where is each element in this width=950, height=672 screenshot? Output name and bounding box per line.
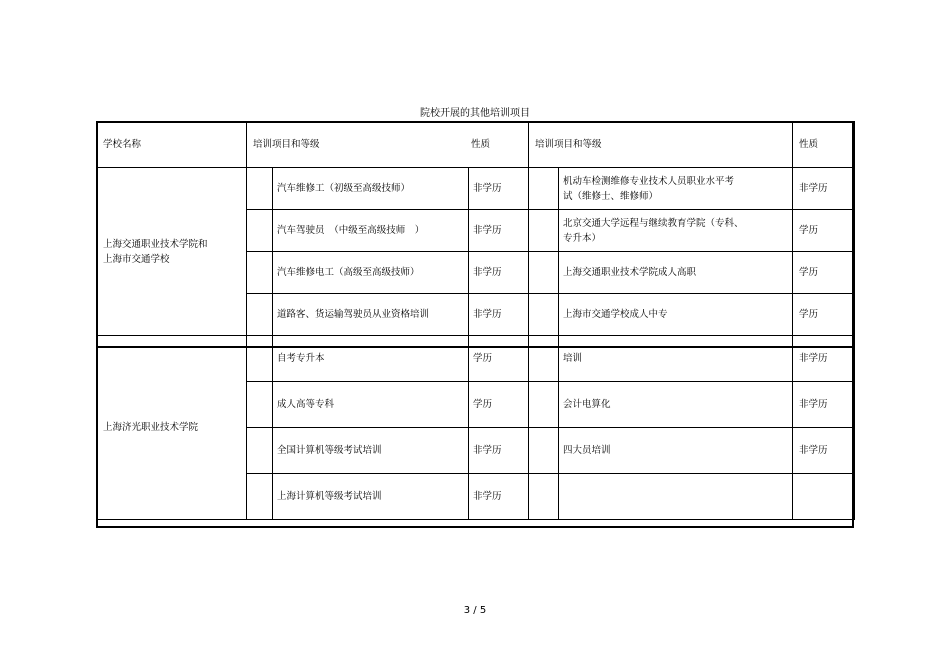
spacer-cell bbox=[247, 168, 273, 210]
training-type-cell: 非学历 bbox=[793, 168, 855, 210]
spacer-cell bbox=[247, 294, 273, 336]
training-item-cell: 培训 bbox=[559, 336, 793, 382]
spacer-cell bbox=[529, 336, 559, 382]
spacer-cell bbox=[529, 382, 559, 428]
training-type-cell: 非学历 bbox=[469, 294, 529, 336]
training-type-cell: 非学历 bbox=[469, 474, 529, 520]
spacer-cell bbox=[529, 168, 559, 210]
page-number: 3 / 5 bbox=[463, 605, 487, 616]
training-type-cell: 学历 bbox=[469, 382, 529, 428]
school-name-cell: 上海济光职业技术学院 bbox=[97, 336, 247, 520]
training-item-cell: 北京交通大学远程与继续教育学院（专科、 专升本） bbox=[559, 210, 793, 252]
training-item-cell: 道路客、货运输驾驶员从业资格培训 bbox=[273, 294, 469, 336]
training-type-cell: 非学历 bbox=[469, 252, 529, 294]
spacer-cell bbox=[529, 474, 559, 520]
table-row bbox=[97, 336, 855, 382]
training-item-cell: 上海计算机等级考试培训 bbox=[273, 474, 469, 520]
training-item-cell: 成人高等专科 bbox=[273, 382, 469, 428]
spacer-cell bbox=[529, 294, 559, 336]
training-item-cell: 汽车维修电工（高级至高级技师） bbox=[273, 252, 469, 294]
header-type-col-2: 性质 bbox=[793, 122, 855, 168]
table-row bbox=[97, 168, 855, 210]
spacer-cell bbox=[247, 252, 273, 294]
spacer-cell bbox=[247, 382, 273, 428]
training-type-cell: 学历 bbox=[793, 252, 855, 294]
school-name-cell: 上海交通职业技术学院和 上海市交通学校 bbox=[97, 168, 247, 336]
header-item-col-2: 培训项目和等级 bbox=[529, 122, 793, 168]
training-item-cell: 上海市交通学校成人中专 bbox=[559, 294, 793, 336]
table-caption: 院校开展的其他培训项目 bbox=[420, 108, 530, 119]
header-item-col-1 bbox=[247, 122, 529, 168]
training-type-cell: 非学历 bbox=[793, 428, 855, 474]
training-type-cell: 学历 bbox=[793, 210, 855, 252]
spacer-cell bbox=[247, 210, 273, 252]
training-item-cell: 机动车检测维修专业技术人员职业水平考 试（维修士、维修师） bbox=[559, 168, 793, 210]
training-item-cell bbox=[559, 474, 793, 520]
training-item-cell: 四大员培训 bbox=[559, 428, 793, 474]
training-type-cell bbox=[793, 474, 855, 520]
header-item-label-1: 培训项目和等级 bbox=[253, 139, 320, 150]
training-item-cell: 自考专升本 bbox=[273, 336, 469, 382]
header-type-label-1: 性质 bbox=[471, 139, 491, 150]
training-item-cell: 全国计算机等级考试培训 bbox=[273, 428, 469, 474]
training-item-cell: 会计电算化 bbox=[559, 382, 793, 428]
training-type-cell: 非学历 bbox=[793, 336, 855, 382]
training-item-cell: 上海交通职业技术学院成人高职 bbox=[559, 252, 793, 294]
table-header-row bbox=[97, 122, 855, 168]
training-type-cell: 非学历 bbox=[793, 382, 855, 428]
spacer-cell bbox=[247, 474, 273, 520]
training-type-cell: 非学历 bbox=[469, 168, 529, 210]
training-item-cell: 汽车维修工（初级至高级技师） bbox=[273, 168, 469, 210]
training-item-cell: 汽车驾驶员 （中级至高级技师 ） bbox=[273, 210, 469, 252]
training-type-cell: 学历 bbox=[793, 294, 855, 336]
header-school-name: 学校名称 bbox=[97, 122, 247, 168]
training-type-cell: 非学历 bbox=[469, 428, 529, 474]
spacer-cell bbox=[529, 210, 559, 252]
training-type-cell: 学历 bbox=[469, 336, 529, 382]
training-type-cell: 非学历 bbox=[469, 210, 529, 252]
training-table bbox=[96, 121, 855, 520]
spacer-cell bbox=[247, 336, 273, 382]
spacer-cell bbox=[247, 428, 273, 474]
spacer-cell bbox=[529, 428, 559, 474]
spacer-cell bbox=[529, 252, 559, 294]
